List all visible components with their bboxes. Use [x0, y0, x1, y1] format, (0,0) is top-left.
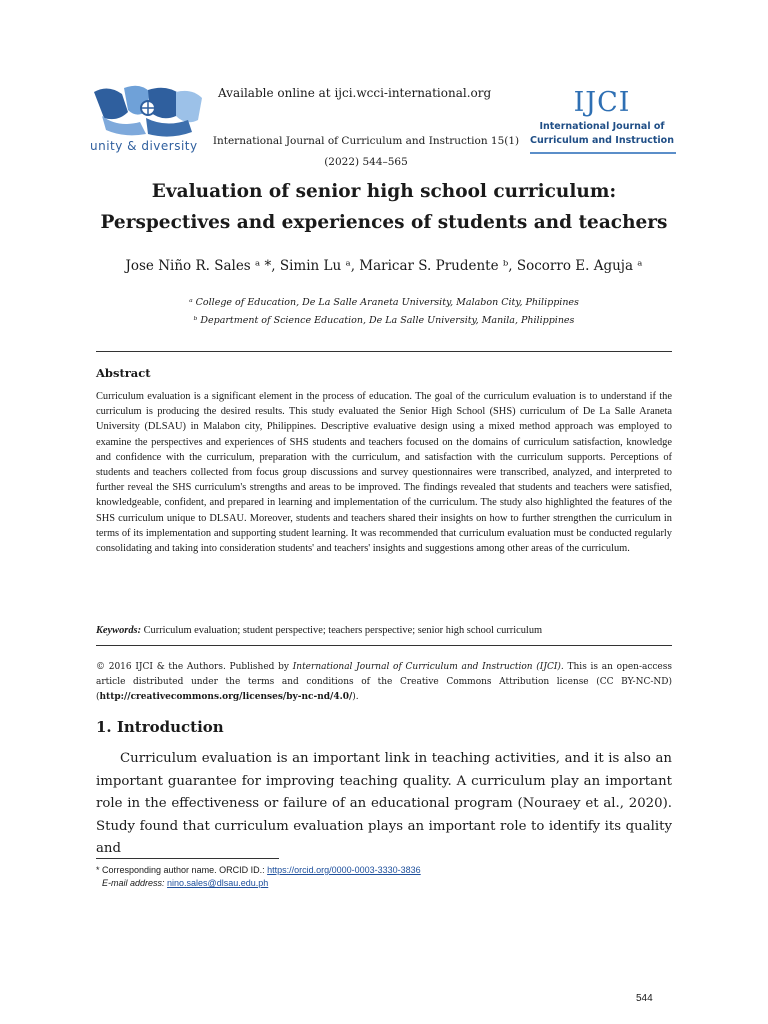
footnote-email-label: E-mail address: — [102, 878, 168, 888]
ijci-logo-line1: International Journal of — [539, 121, 665, 132]
abstract-text: Curriculum evaluation is a significant element in the process of education. The goal of the curriculum evaluation is to understand if the curriculum is producing the desired results. This study evaluated the Senior High School (SHS) curriculum of De La Salle Araneta University (DLSAU) in Malabon city, Philippines. Descriptive evaluative design using a mixed method approach was employed to examine the perspectives and experiences of SHS students and teachers focused on the domains of curriculum satisfaction, knowledge and confidence with the curriculum, preparation with the curriculum, and satisfaction with the curriculum supports. Perceptions of students and teachers collected from focus group discussions and survey questionnaires were transcribed, analyzed, and interpreted to further reveal the SHS curriculum's strengths and areas to be improved. The findings revealed that students and teachers were satisfied, knowledgeable, confident, and prepared in learning and implementation of the curriculum. The study also highlighted the features of the SHS curriculum unique to DLSAU. Moreover, students and teachers shared their insights on how to further strengthen the curriculum in terms of its implementation and supporting student learning. It was recommended that curriculum evaluation must be conducted regularly consolidating and taking into consideration students' and teachers' insights and suggestions among other areas of the curriculum. — [96, 391, 672, 555]
introduction-body — [96, 748, 672, 861]
ijci-logo-line2: Curriculum and Instruction — [530, 135, 674, 146]
affiliation-b: ᵇ Department of Science Education, De La Salle University, Manila, Philippines — [193, 315, 575, 326]
email-link[interactable]: nino.sales@dlsau.edu.ph — [167, 878, 269, 888]
journal-citation-line1: International Journal of Curriculum and Instruction 15(1) — [212, 135, 520, 147]
section-heading-introduction: 1. Introduction — [96, 718, 224, 736]
footnote-divider — [96, 858, 279, 859]
keywords-list: Curriculum evaluation; student perspective; teachers perspective; senior high school curriculum — [141, 625, 543, 636]
page-number: 544 — [636, 993, 653, 1004]
license-part3: ). — [352, 692, 359, 702]
ijci-logo — [528, 86, 676, 156]
footnote-author-prefix: * Corresponding author name. ORCID ID.: — [96, 865, 268, 875]
paper-title-line1: Evaluation of senior high school curriculum: — [151, 181, 617, 202]
keywords-label: Keywords: — [96, 625, 142, 636]
paper-title — [60, 176, 708, 238]
unity-diversity-logo — [88, 82, 206, 156]
author-list: Jose Niño R. Sales ᵃ *, Simin Lu ᵃ, Maricar S. Prudente ᵇ, Socorro E. Aguja ᵃ — [125, 258, 643, 274]
divider-bottom — [96, 645, 672, 646]
paper-title-line2: Perspectives and experiences of students and teachers — [100, 212, 668, 233]
ijci-logo-title: IJCI — [573, 87, 631, 118]
left-logo-text: unity & diversity — [90, 139, 198, 153]
license-part2: . This is an open-access article distributed under the terms and conditions of the Creative Commons Attribution license (CC BY-NC-ND) ( — [96, 662, 673, 702]
license-notice — [96, 660, 672, 705]
journal-citation — [206, 131, 526, 173]
available-online-text: Available online at ijci.wcci-international.org — [218, 86, 492, 100]
orcid-link[interactable]: https://orcid.org/0000-0003-3330-3836 — [267, 865, 421, 875]
footnote — [96, 864, 421, 890]
abstract-heading: Abstract — [96, 366, 151, 380]
divider-top — [96, 351, 672, 352]
license-url-link[interactable]: http://creativecommons.org/licenses/by-nc-nd/4.0/ — [99, 692, 353, 702]
ijci-logo-underline — [530, 152, 676, 154]
license-part1: © 2016 IJCI & the Authors. Published by — [96, 662, 293, 672]
journal-citation-line2: (2022) 544–565 — [324, 156, 408, 168]
introduction-paragraph: Curriculum evaluation is an important link in teaching activities, and it is also an important guarantee for improving teaching quality. A curriculum play an important role in the effectiveness or failure of an educational program (Nouraey et al., 2020). Study found that curriculum evaluation plays an important role to identify its quality and — [96, 751, 672, 856]
keywords — [96, 625, 672, 636]
affiliation-a: ᵃ College of Education, De La Salle Araneta University, Malabon City, Philippines — [189, 297, 579, 308]
license-journal: International Journal of Curriculum and Instruction (IJCI) — [292, 662, 561, 672]
